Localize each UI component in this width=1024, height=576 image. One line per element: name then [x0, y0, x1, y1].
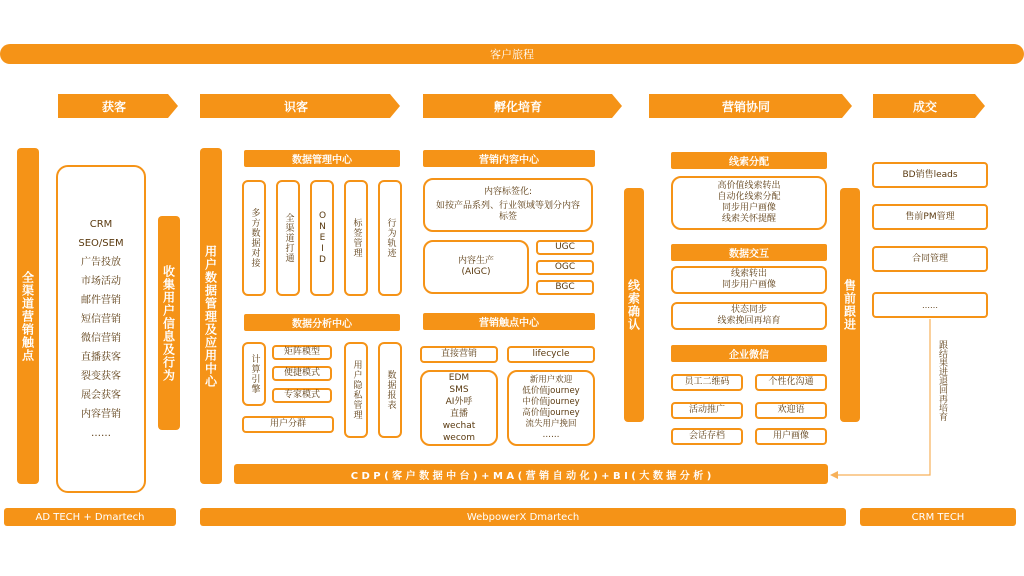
stage-collaboration: 营销协同	[721, 99, 770, 114]
journey-list: 新用户欢迎 低价值journey 中价值journey 高价值journey 流失用户挽回 ……	[507, 370, 595, 446]
channel-item: 微信营销	[81, 333, 121, 344]
channel-item: ……	[91, 428, 111, 439]
data-interaction-box-1: 线索转出 同步用户画像	[671, 266, 827, 294]
data-mgmt-item: 全渠道打通	[276, 180, 300, 296]
footer-adtech: AD TECH + Dmartech	[4, 508, 176, 526]
marketing-content-header: 营销内容中心	[423, 150, 595, 167]
wecom-item: 活动推广	[671, 402, 743, 419]
data-analysis-header: 数据分析中心	[244, 314, 400, 331]
stage-identify: 识客	[283, 99, 308, 114]
footer-webpowerx: WebpowerX Dmartech	[200, 508, 846, 526]
data-mgmt-item: 标签管理	[344, 180, 368, 296]
channel-item: 展会获客	[81, 390, 121, 401]
stage-nurture: 孵化培育	[493, 99, 542, 114]
deal-item: 合同管理	[872, 246, 988, 272]
wecom-item: 用户画像	[755, 428, 827, 445]
deal-item: ……	[872, 292, 988, 318]
deal-item: BD销售leads	[872, 162, 988, 188]
channel-item: 邮件营销	[81, 295, 121, 306]
wecom-item: 员工二维码	[671, 374, 743, 391]
data-report: 数据报表	[378, 342, 402, 438]
channel-item: 市场活动	[81, 276, 121, 287]
compute-engine: 计算引擎	[242, 342, 266, 406]
channel-item: 直播获客	[81, 352, 121, 363]
customer-journey-bar	[0, 44, 1024, 64]
content-tagging: 内容标签化: 如按产品系列、行业领域等划分内容标签	[423, 178, 593, 232]
cdp-ma-bi-bar: C D P ( 客 户 数 据 中 台 ) + M A ( 营 销 自 动 化 ) + B I ( 大 数 据 分 析 )	[234, 464, 828, 484]
data-mgmt-item: 多方数据对接	[242, 180, 266, 296]
lifecycle: lifecycle	[507, 346, 595, 363]
channel-item: SEO/SEM	[78, 238, 124, 249]
user-grouping: 用户分群	[242, 416, 334, 433]
stage-acquire: 获客	[101, 99, 126, 114]
footer-crmtech: CRM TECH	[860, 508, 1016, 526]
channel-item: 裂变获客	[81, 371, 121, 382]
wecom-item: 个性化沟通	[755, 374, 827, 391]
data-mgmt-item: 行为轨迹	[378, 180, 402, 296]
channel-item: 内容营销	[81, 409, 121, 420]
content-type-ogc: OGC	[536, 260, 594, 275]
channel-item: 短信营销	[81, 314, 121, 325]
data-interaction-header: 数据交互	[671, 244, 827, 261]
touch-channels: EDM SMS AI外呼 直播 wechat wecom	[420, 370, 498, 446]
privacy-management: 用户隐私管理	[344, 342, 368, 438]
stage-deal: 成交	[912, 99, 937, 114]
lead-confirm-vertical: 线索确认	[624, 188, 644, 422]
user-data-center-vertical: 用户数据管理及应用中心	[200, 148, 222, 484]
deal-item: 售前PM管理	[872, 204, 988, 230]
model-item: 便捷模式	[272, 366, 332, 381]
channel-item: CRM	[89, 219, 113, 230]
omnichannel-vertical: 全渠道营销触点	[17, 148, 39, 484]
content-type-ugc: UGC	[536, 240, 594, 255]
direct-marketing: 直接营销	[420, 346, 498, 363]
wecom-item: 欢迎语	[755, 402, 827, 419]
wechat-enterprise-header: 企业微信	[671, 345, 827, 362]
data-mgmt-item: ONEID	[310, 180, 334, 296]
model-item: 矩阵模型	[272, 345, 332, 360]
wecom-item: 会话存档	[671, 428, 743, 445]
collect-info-vertical: 收集用户信息及行为	[158, 216, 180, 430]
model-item: 专家模式	[272, 388, 332, 403]
journey-title: 客户旅程	[490, 48, 534, 61]
presale-followup-vertical: 售前跟进	[840, 188, 860, 422]
data-interaction-box-2: 状态同步 线索挽回再培育	[671, 302, 827, 330]
lead-distribution-box: 高价值线索转出 自动化线索分配 同步用户画像 线索关怀提醒	[671, 176, 827, 230]
content-production: 内容生产 (AIGC)	[423, 240, 529, 294]
lead-distribution-header: 线索分配	[671, 152, 827, 169]
data-management-header: 数据管理中心	[244, 150, 400, 167]
followup-vertical-text: 跟结果进退回再培育	[937, 340, 947, 421]
channel-item: 广告投放	[81, 257, 121, 268]
channel-list	[56, 165, 146, 493]
content-type-bgc: BGC	[536, 280, 594, 295]
touchpoint-header: 营销触点中心	[423, 313, 595, 330]
return-arrow	[820, 315, 940, 485]
